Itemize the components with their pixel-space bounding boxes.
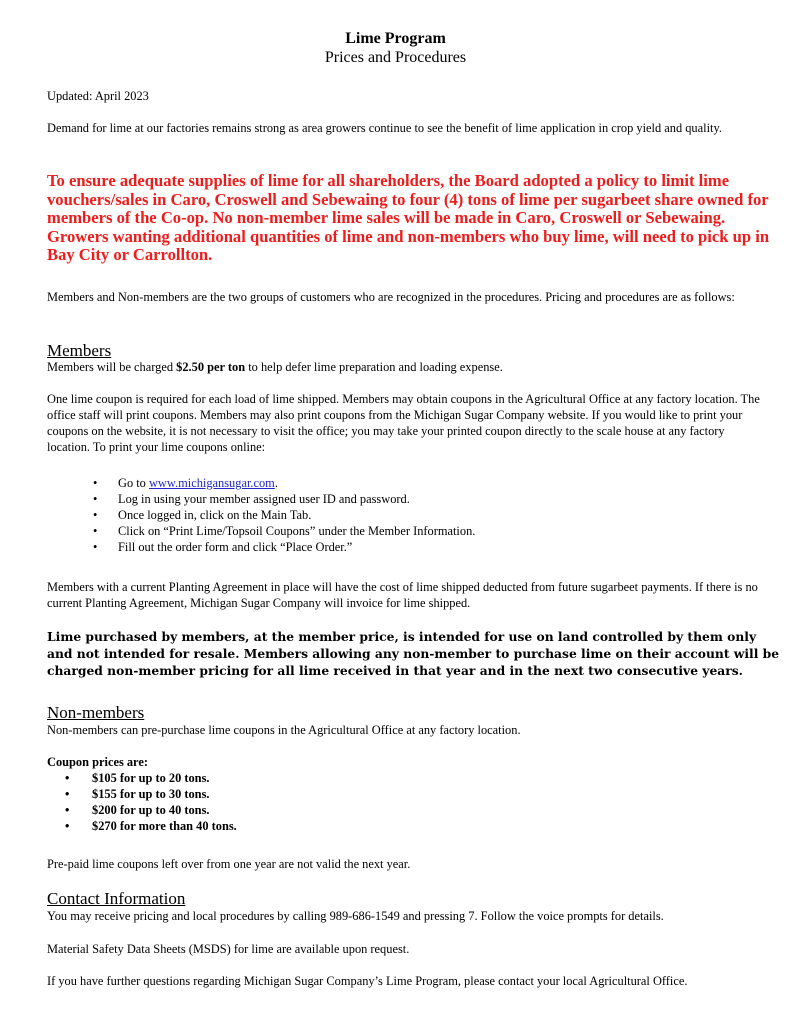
page-title: Lime Program <box>345 30 446 47</box>
policy-notice: To ensure adequate supplies of lime for all shareholders, the Board adopted a policy to limit lime vouchers/sales in Caro, Croswell and Sebewaing to four (4) tons of lime per sugarbeet share owned for members of the Co-op. No non-member lime sales will be made in Caro, Croswell or Sebewaing. Growers wanting additional quantities of lime and non-members who buy lime, will need to pick up in Bay City or Carrollton. <box>47 171 770 265</box>
page-subtitle: Prices and Procedures <box>324 49 467 66</box>
members-billing-paragraph: Members with a current Planting Agreement in place will have the cost of lime shipped deducted from future sugarbeet payments. If there is no current Planting Agreement, Michigan Sugar Company will invoice for lime shipped. <box>47 580 758 610</box>
list-item <box>93 475 475 491</box>
msds-paragraph: Material Safety Data Sheets (MSDS) for lime are available upon request. <box>47 942 410 956</box>
contact-heading: Contact Information <box>47 889 186 908</box>
list-item: • Log in using your member assigned user ID and password. <box>93 491 475 507</box>
list-item: • $270 for more than 40 tons. <box>65 818 237 834</box>
list-item: • Fill out the order form and click “Place Order.” <box>93 539 475 555</box>
list-item: • $155 for up to 30 tons. <box>65 786 237 802</box>
coupon-validity-paragraph: Pre-paid lime coupons left over from one year are not valid the next year. <box>47 857 411 871</box>
non-members-heading: Non-members <box>47 703 145 722</box>
list-item: • Once logged in, click on the Main Tab. <box>93 507 475 523</box>
members-price: $2.50 per ton <box>176 360 246 374</box>
members-price-prefix: Members will be charged <box>47 360 177 374</box>
intro-paragraph: Demand for lime at our factories remains strong as area growers continue to see the benefit of lime application in crop yield and quality. <box>47 121 722 135</box>
coupon-prices-label: Coupon prices are: <box>47 755 148 769</box>
list-item: • $105 for up to 20 tons. <box>65 770 237 786</box>
members-coupon-paragraph: One lime coupon is required for each load of lime shipped. Members may obtain coupons in the Agricultural Office at any factory location. The office staff will print coupons. Members may also print coupons from the Michigan Sugar Company website. If you would like to print your coupons on the website, it is not necessary to visit the office; you may take your printed coupon directly to the scale house at any factory location. To print your lime coupons online: <box>47 392 760 454</box>
updated-date: Updated: April 2023 <box>47 89 149 103</box>
groups-intro-paragraph: Members and Non-members are the two groups of customers who are recognized in the procedures. Pricing and procedures are as follows: <box>47 290 735 304</box>
members-heading: Members <box>47 341 112 360</box>
members-price-suffix: to help defer lime preparation and loading expense. <box>245 360 503 374</box>
go-to-prefix: Go to <box>118 476 149 490</box>
online-steps-list <box>93 475 475 555</box>
contact-phone-paragraph: You may receive pricing and local procedures by calling 989-686-1549 and pressing 7. Follow the voice prompts for details. <box>47 909 664 923</box>
resale-policy-paragraph: Lime purchased by members, at the member price, is intended for use on land controlled by them only and not intended for resale. Members allowing any non-member to purchase lime on their account will be charged non-member pricing for all lime received in that year and in the next two consecutive years. <box>47 629 780 678</box>
michigansugar-link[interactable]: www.michigansugar.com <box>148 476 275 490</box>
list-item: • Click on “Print Lime/Topsoil Coupons” under the Member Information. <box>93 523 475 539</box>
members-price-paragraph <box>47 359 769 375</box>
coupon-prices-list <box>65 770 237 834</box>
go-to-suffix: . <box>274 476 278 490</box>
questions-paragraph: If you have further questions regarding Michigan Sugar Company’s Lime Program, please contact your local Agricultural Office. <box>47 974 688 988</box>
non-members-paragraph: Non-members can pre-purchase lime coupons in the Agricultural Office at any factory location. <box>47 723 521 737</box>
list-item: • $200 for up to 40 tons. <box>65 802 237 818</box>
